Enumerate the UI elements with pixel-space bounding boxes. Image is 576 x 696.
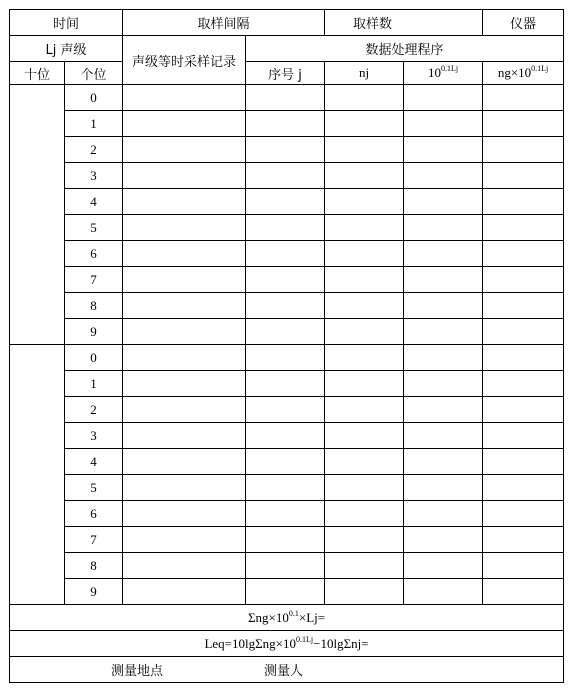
sequence-cell: [246, 241, 325, 267]
leq-row: [10, 631, 564, 657]
header-row: [10, 10, 564, 36]
ng-power-label: [483, 62, 564, 85]
record-cell: [123, 527, 246, 553]
sequence-cell: [246, 475, 325, 501]
sequence-cell: [246, 189, 325, 215]
units-digit: 2: [65, 137, 123, 163]
record-cell: [123, 215, 246, 241]
nj-cell: [325, 345, 404, 371]
power-cell: [404, 293, 483, 319]
ng-power-cell: [483, 189, 564, 215]
units-digit: 1: [65, 371, 123, 397]
ng-power-cell: [483, 215, 564, 241]
sequence-cell: [246, 423, 325, 449]
ng-power-cell: [483, 241, 564, 267]
ng-power-cell: [483, 345, 564, 371]
power-cell: [404, 501, 483, 527]
ng-power-cell: [483, 111, 564, 137]
ng-power-cell: [483, 85, 564, 111]
nj-cell: [325, 137, 404, 163]
tens-label: 十位: [10, 62, 65, 85]
power-cell: [404, 423, 483, 449]
sum-prefix: Σng×10: [247, 609, 289, 625]
units-digit: 9: [65, 319, 123, 345]
power-cell: [404, 215, 483, 241]
nj-cell: [325, 371, 404, 397]
table-row: [10, 293, 564, 319]
units-digit: 7: [65, 267, 123, 293]
nj-cell: [325, 527, 404, 553]
power-cell: [404, 527, 483, 553]
record-cell: [123, 397, 246, 423]
sequence-cell: [246, 527, 325, 553]
leq-prefix: Leq=10lgΣng×10: [204, 635, 297, 651]
sequence-cell: [246, 293, 325, 319]
signature-cell: [10, 657, 564, 683]
units-digit: 8: [65, 293, 123, 319]
table-row: [10, 449, 564, 475]
data-processing-header: 数据处理程序: [246, 36, 564, 62]
power-cell: [404, 397, 483, 423]
tens-cell: [10, 85, 65, 345]
lj-level-label: Lj 声级: [10, 36, 123, 62]
power-cell: [404, 345, 483, 371]
sum-exponent: 0.1: [288, 608, 299, 618]
record-cell: [123, 85, 246, 111]
column-group-row: [10, 36, 564, 62]
location-label: 测量地点: [110, 664, 163, 679]
nj-cell: [325, 579, 404, 605]
table-row: [10, 423, 564, 449]
table-row: [10, 111, 564, 137]
leq-formula: [10, 631, 564, 657]
table-row: [10, 397, 564, 423]
sequence-cell: [246, 267, 325, 293]
instrument-label: 仪器: [483, 10, 564, 36]
ng-power-cell: [483, 319, 564, 345]
sequence-label: 序号 j: [246, 62, 325, 85]
leq-exponent: 0.1Lj: [296, 634, 314, 644]
nj-cell: [325, 215, 404, 241]
table-row: [10, 371, 564, 397]
record-cell: [123, 111, 246, 137]
person-label: 测量人: [264, 664, 304, 679]
nj-cell: [325, 163, 404, 189]
ng-power-cell: [483, 449, 564, 475]
ng-power-cell: [483, 527, 564, 553]
units-digit: 3: [65, 163, 123, 189]
ng-exponent: 0.1Lj: [531, 64, 549, 73]
sum-formula: [10, 605, 564, 631]
record-cell: [123, 501, 246, 527]
power-cell: [404, 163, 483, 189]
units-digit: 5: [65, 215, 123, 241]
nj-label: nj: [325, 62, 404, 85]
table-row: [10, 475, 564, 501]
units-digit: 7: [65, 527, 123, 553]
nj-cell: [325, 111, 404, 137]
units-digit: 4: [65, 449, 123, 475]
power-base: 10: [427, 65, 441, 80]
ng-power-cell: [483, 579, 564, 605]
units-label: 个位: [65, 62, 123, 85]
record-cell: [123, 553, 246, 579]
power-cell: [404, 371, 483, 397]
power-cell: [404, 85, 483, 111]
record-cell: [123, 345, 246, 371]
ng-power-cell: [483, 293, 564, 319]
sequence-cell: [246, 319, 325, 345]
units-digit: 0: [65, 85, 123, 111]
nj-cell: [325, 475, 404, 501]
table-row: [10, 527, 564, 553]
table-row: [10, 501, 564, 527]
power-cell: [404, 267, 483, 293]
ng-power-cell: [483, 475, 564, 501]
nj-cell: [325, 553, 404, 579]
sequence-cell: [246, 111, 325, 137]
units-digit: 4: [65, 189, 123, 215]
ng-base: ng×10: [497, 65, 532, 80]
nj-cell: [325, 85, 404, 111]
units-digit: 6: [65, 501, 123, 527]
signature-row: [10, 657, 564, 683]
sequence-cell: [246, 371, 325, 397]
sequence-cell: [246, 85, 325, 111]
record-cell: [123, 163, 246, 189]
table-row: [10, 241, 564, 267]
ng-power-cell: [483, 137, 564, 163]
power-cell: [404, 475, 483, 501]
table-row: [10, 319, 564, 345]
units-digit: 0: [65, 345, 123, 371]
record-cell: [123, 319, 246, 345]
sequence-cell: [246, 345, 325, 371]
interval-label: 取样间隔: [123, 10, 325, 36]
power-cell: [404, 449, 483, 475]
table-row: [10, 345, 564, 371]
leq-suffix: −10lgΣnj=: [313, 635, 369, 651]
record-cell: [123, 449, 246, 475]
sequence-cell: [246, 501, 325, 527]
column-sub-row: [10, 62, 564, 85]
sequence-cell: [246, 449, 325, 475]
sequence-cell: [246, 137, 325, 163]
nj-cell: [325, 319, 404, 345]
record-cell: [123, 137, 246, 163]
sum-suffix: ×Lj=: [298, 609, 326, 625]
ng-power-cell: [483, 163, 564, 189]
power-exponent: 0.1Lj: [440, 64, 459, 73]
nj-cell: [325, 241, 404, 267]
tens-cell: [10, 345, 65, 605]
record-cell: [123, 579, 246, 605]
record-cell: [123, 475, 246, 501]
units-digit: 2: [65, 397, 123, 423]
power-cell: [404, 137, 483, 163]
record-cell: [123, 267, 246, 293]
record-cell: [123, 241, 246, 267]
power-label: [404, 62, 483, 85]
nj-cell: [325, 293, 404, 319]
nj-cell: [325, 501, 404, 527]
sequence-cell: [246, 553, 325, 579]
power-cell: [404, 579, 483, 605]
table-row: [10, 189, 564, 215]
nj-cell: [325, 423, 404, 449]
record-cell: [123, 293, 246, 319]
measurement-form: [9, 9, 564, 683]
ng-power-cell: [483, 397, 564, 423]
sequence-cell: [246, 215, 325, 241]
ng-power-cell: [483, 371, 564, 397]
units-digit: 8: [65, 553, 123, 579]
units-digit: 6: [65, 241, 123, 267]
ng-power-cell: [483, 423, 564, 449]
table-row: [10, 85, 564, 111]
units-digit: 3: [65, 423, 123, 449]
power-cell: [404, 111, 483, 137]
record-cell: [123, 189, 246, 215]
power-cell: [404, 241, 483, 267]
table-row: [10, 267, 564, 293]
table-row: [10, 579, 564, 605]
sum-row: [10, 605, 564, 631]
table-row: [10, 215, 564, 241]
table-row: [10, 163, 564, 189]
power-cell: [404, 319, 483, 345]
power-cell: [404, 553, 483, 579]
power-cell: [404, 189, 483, 215]
units-digit: 5: [65, 475, 123, 501]
table-row: [10, 137, 564, 163]
nj-cell: [325, 189, 404, 215]
sampling-record-header: 声级等时采样记录: [123, 36, 246, 85]
sequence-cell: [246, 397, 325, 423]
nj-cell: [325, 449, 404, 475]
record-cell: [123, 371, 246, 397]
ng-power-cell: [483, 267, 564, 293]
table-row: [10, 553, 564, 579]
units-digit: 1: [65, 111, 123, 137]
record-cell: [123, 423, 246, 449]
units-digit: 9: [65, 579, 123, 605]
nj-cell: [325, 397, 404, 423]
time-label: 时间: [10, 10, 123, 36]
sequence-cell: [246, 163, 325, 189]
sample-count-label: 取样数: [325, 10, 483, 36]
noise-record-table: [9, 9, 564, 683]
sequence-cell: [246, 579, 325, 605]
ng-power-cell: [483, 501, 564, 527]
ng-power-cell: [483, 553, 564, 579]
nj-cell: [325, 267, 404, 293]
